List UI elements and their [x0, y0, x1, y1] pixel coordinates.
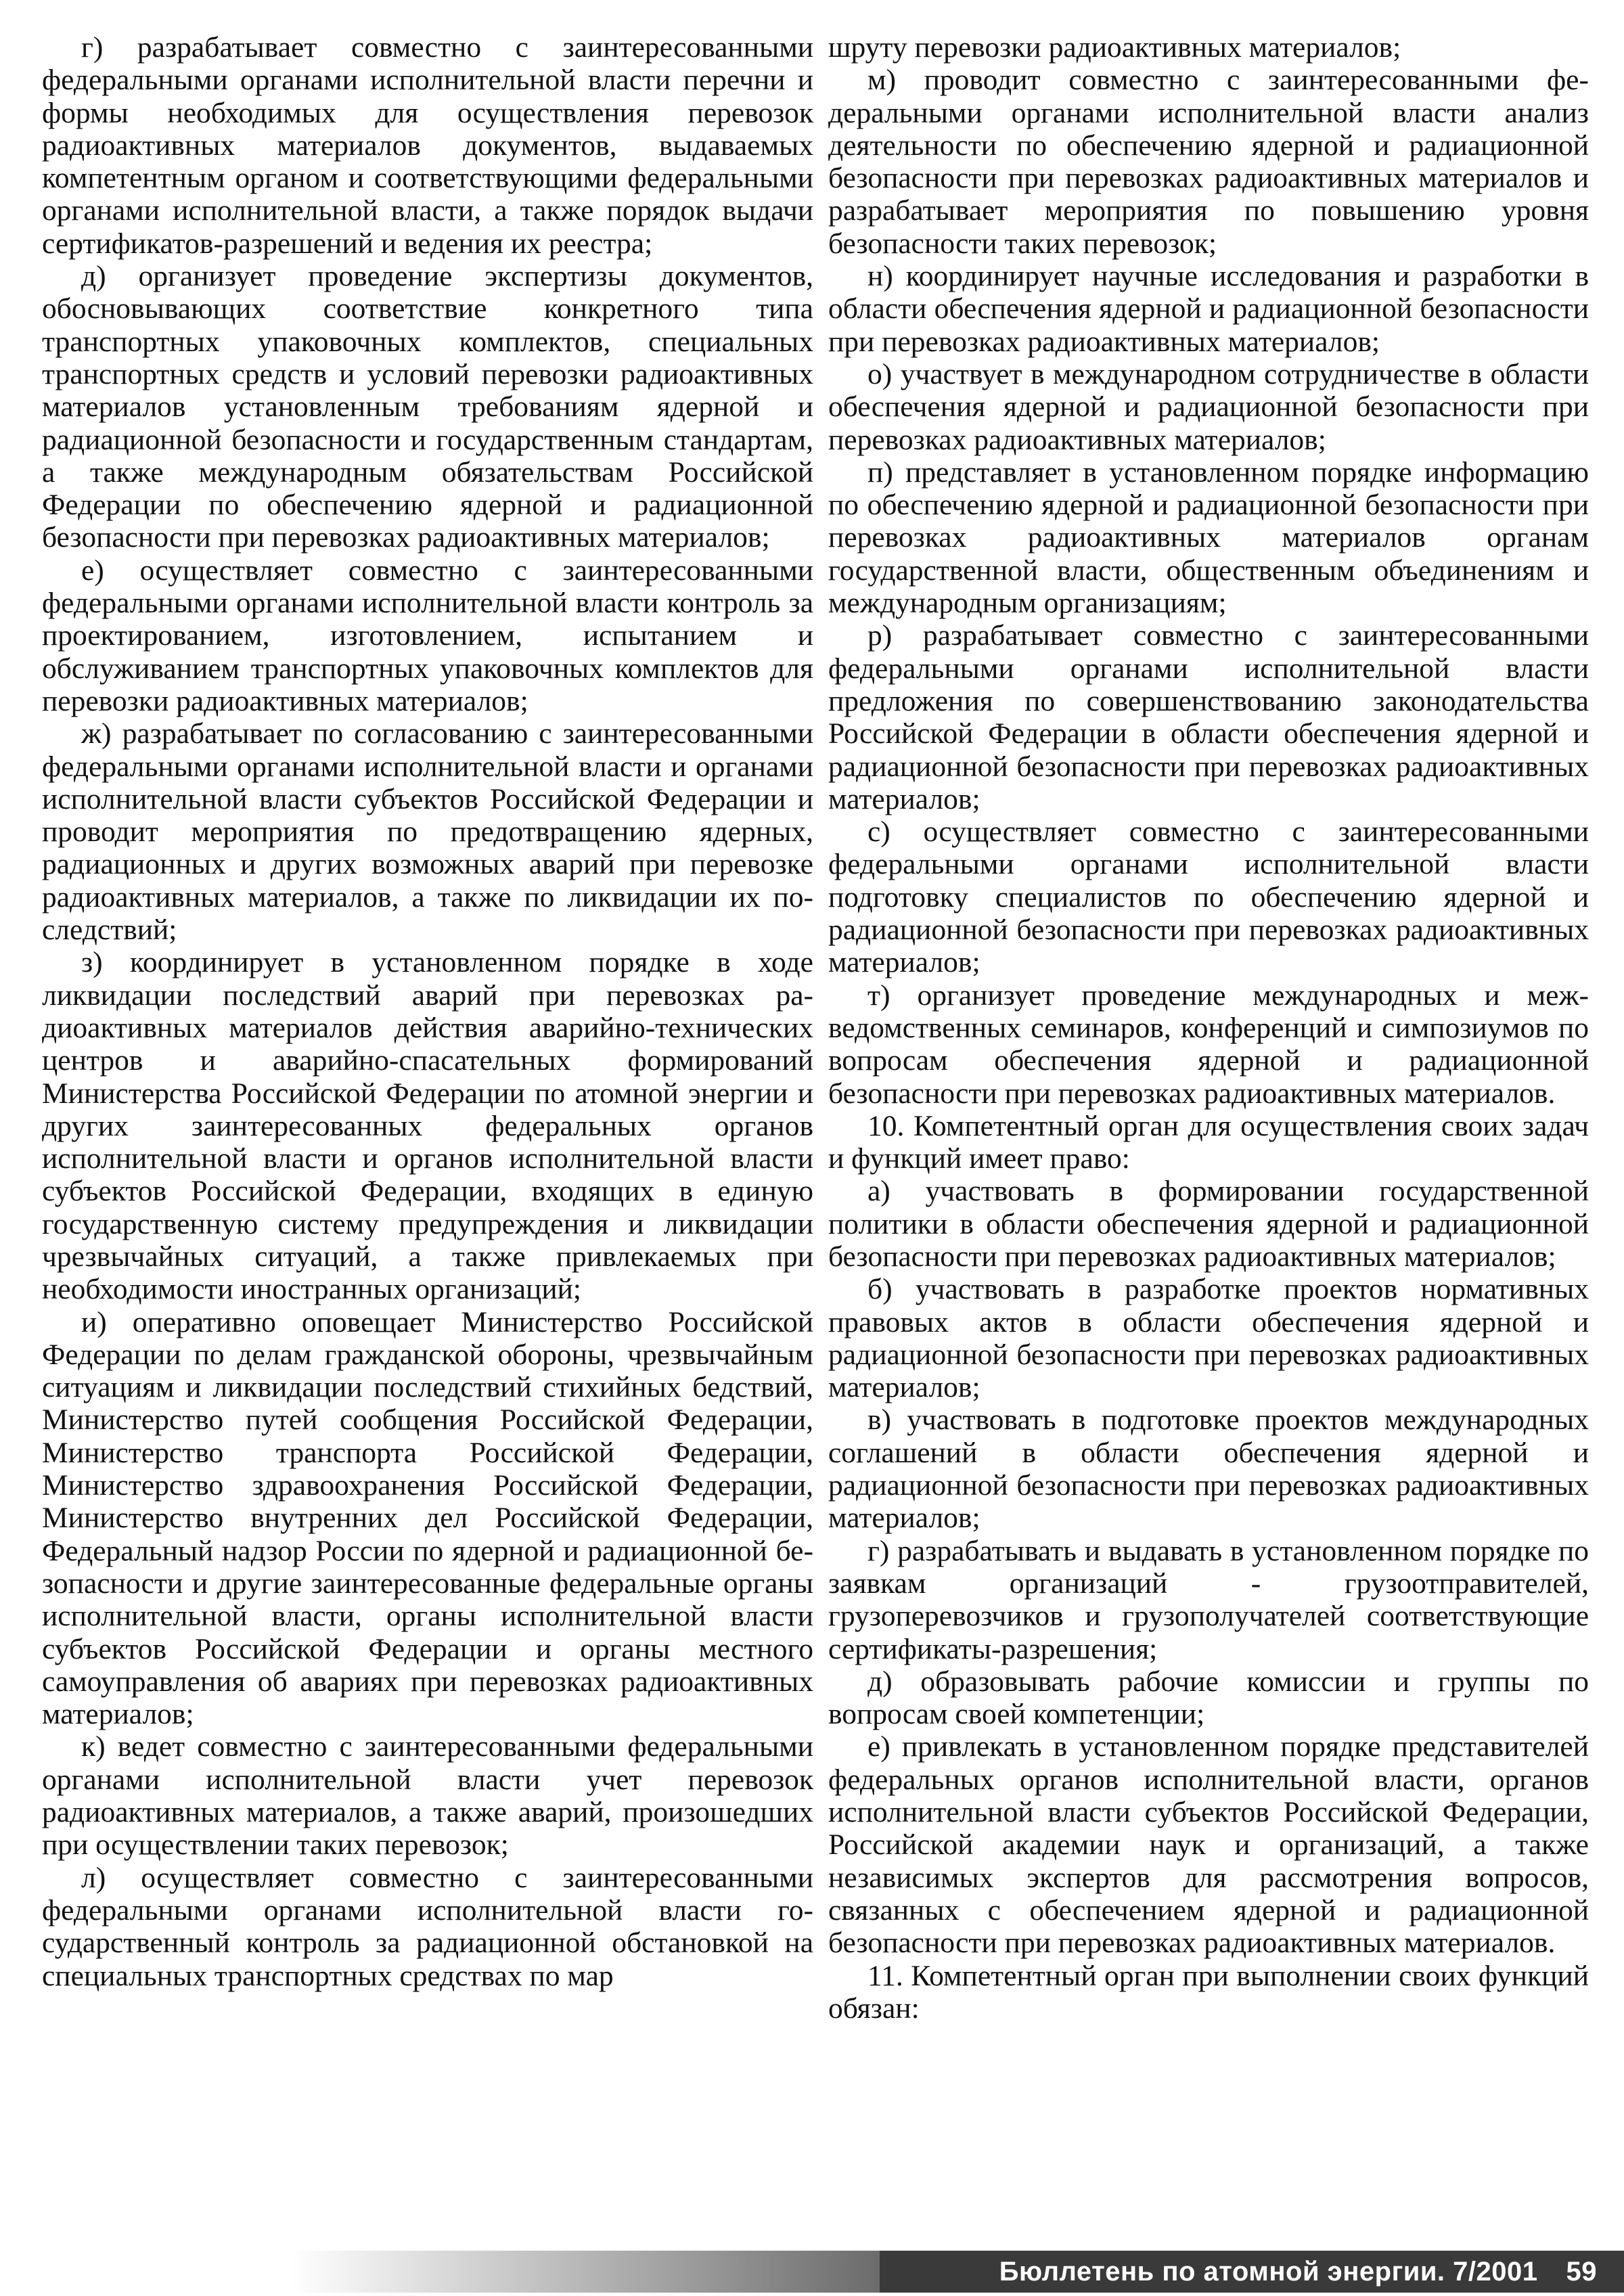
right-column [828, 31, 1589, 2025]
paragraph-p: п) представляет в установленном порядке информацию по обеспечению ядерной и радиационной безопасности при перевозках радиоактивных материалов органам государственной власти, общественным объединениям и международным организациям; [828, 455, 1589, 620]
paragraph-n: н) координирует научные исследования и разработки в области обеспечения ядерной и радиационной безопасности при перевозках радиоактивных материалов; [828, 260, 1589, 358]
paragraph-k: к) ведет совместно с заинтересованными федеральными органами исполнительной власти учет перевозок радиоактивных материалов, а также аварий, произошедших при осуществлении таких перевозок; [42, 1730, 813, 1862]
paragraph-r: р) разрабатывает совместно с заинтересованными федеральными органами исполнительной власти предложения по совершенствованию законодательства Российской Федерации в области обеспечения ядерной и радиационной безопасности при перевозках радиоактивных материалов; [828, 619, 1589, 815]
paragraph-d: д) организует проведение экспертизы документов, обосновывающих соответствие конкретного типа транспортных упаковочных комплектов, специальных транспортных средств и условий перевозки радиоактивных материалов установленным требованиям ядерной и радиационной безопасности и государственным стандартам, а также международным обязательствам Российской Федерации по обеспечению ядерной и радиационной безопасности при перевозках радиоактивных материалов; [42, 260, 813, 554]
page-footer [0, 2245, 1624, 2296]
paragraph-10g: г) разрабатывать и выдавать в установленном порядке по заявкам организаций - грузоотправителей, грузоперевозчиков и грузополучателей соответствующие сертификаты-разрешения; [828, 1534, 1589, 1665]
paragraph-o: о) участвует в международном сотрудничестве в области обеспечения ядерной и радиационной безопасности при перевозках радиоактивных материалов; [828, 357, 1589, 456]
paragraph-10d: д) образовывать рабочие комиссии и группы по вопросам своей компетенции; [828, 1665, 1589, 1731]
paragraph-continuation: шруту перевозки радиоактивных материалов; [828, 31, 1401, 64]
footer-gradient [291, 2251, 900, 2293]
paragraph-e: е) осуществляет совместно с заинтересованными федеральными органами исполнительной власти контроль за проектированием, изготовлением, испытанием и обслуживанием транспортных упаковочных комплектов для перевозки радиоактивных материалов; [42, 554, 813, 717]
footer-bar [880, 2251, 1624, 2293]
left-column [42, 31, 813, 1992]
paragraph-z: з) координирует в установленном порядке в ходе ликвидации последствий аварий при перевозках радиоактивных материалов действия аварийно-технических центров и аварийно-спасательных формирований Министерства Российской Федерации по атомной энергии и других заинтересованных федеральных органов исполнительной власти и органов исполнительной власти субъектов Российской Федерации, входящих в единую государственную систему предупреждения и ликвидации чрезвычайных ситуаций, а также привлекаемых при необходимости иностранных организаций; [42, 946, 813, 1306]
paragraph-zh: ж) разрабатывает по согласованию с заинтересованными федеральными органами исполнительной власти и органами исполнительной власти субъектов Российской Федерации и проводит мероприятия по предотвращению ядерных, радиационных и других возможных аварий при перевозке радиоактивных материалов, а также по ликвидации их последствий; [42, 717, 813, 947]
paragraph-10v: в) участвовать в подготовке проектов международных соглашений в области обеспечения ядерной и радиационной безопасности при перевозках радиоактивных материалов; [828, 1403, 1589, 1535]
section-11-heading: 11. Компетентный орган при выполнении своих функций обязан: [828, 1959, 1589, 2025]
section-10-heading: 10. Компетентный орган для осуществления своих задач и функций имеет право: [828, 1109, 1589, 1175]
paragraph-10b: б) участвовать в разработке проектов нормативных правовых актов в области обеспечения ядерной и радиационной безопасности при перевозках радиоактивных материалов; [828, 1273, 1589, 1404]
journal-title: Бюллетень по атомной энергии. 7/2001 [999, 2256, 1538, 2287]
paragraph-i: и) оперативно оповещает Министерство Российской Федерации по делам гражданской обороны, чрезвычайным ситуациям и ликвидации последствий стихийных бедствий, Министерство путей сообщения Российской Федерации, Министерство транспорта Российской Федерации, Министерство здравоохранения Российской Федерации, Министерство внутренних дел Российской Федерации, Федеральный надзор России по ядерной и радиационной безопасности и другие заинтересованные федеральные органы исполнительной власти, органы исполнительной власти субъектов Российской Федерации и органы местного самоуправления об авариях при перевозках радиоактивных материалов; [42, 1305, 813, 1731]
page-number: 59 [1566, 2256, 1597, 2287]
paragraph-s: с) осуществляет совместно с заинтересованными федеральными органами исполнительной власти подготовку специалистов по обеспечению ядерной и радиационной безопасности при перевозках радиоактивных материалов; [828, 815, 1589, 979]
paragraph-10a: а) участвовать в формировании государственной политики в области обеспечения ядерной и радиационной безопасности при перевозках радиоактивных материалов; [828, 1175, 1589, 1273]
paragraph-t: т) организует проведение международных и межведомственных семинаров, конференций и симпозиумов по вопросам обеспечения ядерной и радиационной безопасности при перевозках радиоактивных материалов. [828, 978, 1589, 1110]
paragraph-m: м) проводит совместно с заинтересованными федеральными органами исполнительной власти анализ деятельности по обеспечению ядерной и радиационной безопасности при перевозках радиоактивных материалов и разрабатывает мероприятия по повышению уровня безопасности таких перевозок; [828, 64, 1589, 260]
paragraph-g: г) разрабатывает совместно с заинтересованными федеральными органами исполнительной власти перечни и формы необходимых для осуществления перевозок радиоактивных материалов документов, выдаваемых компетентным органом и соответствующими федеральными органами исполнительной власти, а также порядок выдачи сертификатов-разрешений и ведения их реестра; [42, 31, 813, 260]
paragraph-10e: е) привлекать в установленном порядке представителей федеральных органов исполнительной власти, органов исполнительной власти субъектов Российской Федерации, Российской академии наук и организаций, а также независимых экспертов для рассмотрения вопросов, связанных с обеспечением ядерной и радиационной безопасности при перевозках радиоактивных материалов. [828, 1730, 1589, 1960]
paragraph-l: л) осуществляет совместно с заинтересованными федеральными органами исполнительной власти государственный контроль за радиационной обстановкой на специальных транспортных средствах по мар [42, 1861, 813, 1992]
